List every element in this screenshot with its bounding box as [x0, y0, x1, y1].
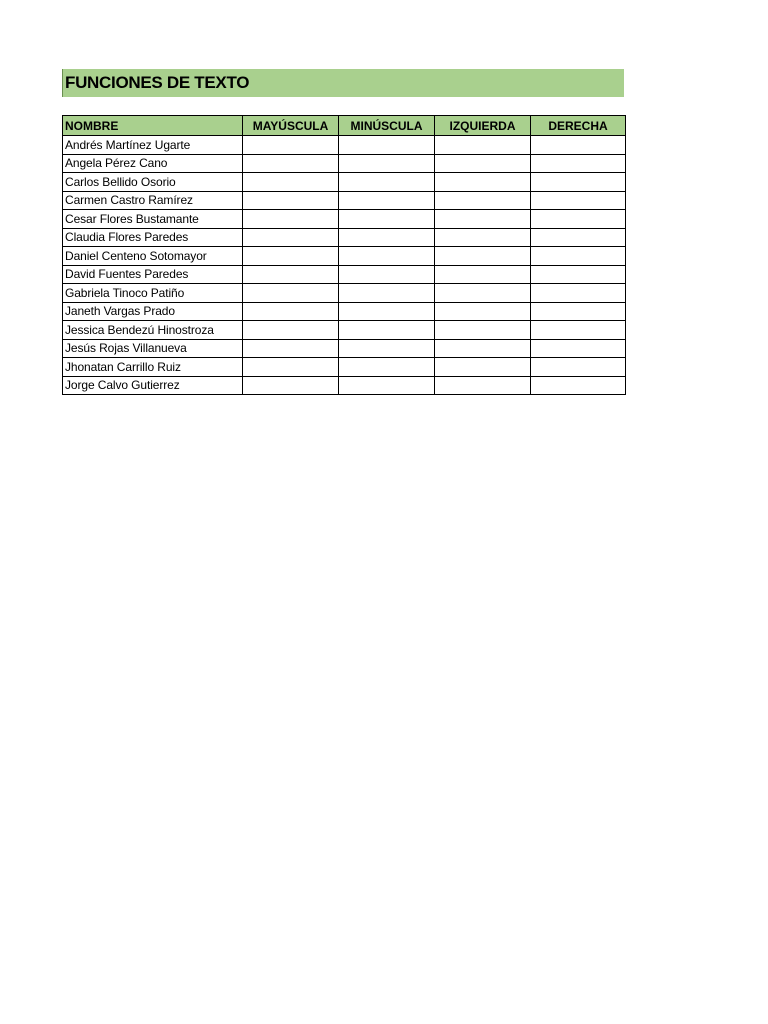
- minuscula-cell[interactable]: [339, 302, 435, 321]
- mayuscula-cell[interactable]: [243, 376, 339, 395]
- table-row: [63, 376, 626, 395]
- sheet-title-bar: [62, 69, 624, 97]
- table-row: [63, 321, 626, 340]
- derecha-cell[interactable]: [531, 228, 626, 247]
- minuscula-cell[interactable]: [339, 265, 435, 284]
- minuscula-cell[interactable]: [339, 154, 435, 173]
- table-row: [63, 154, 626, 173]
- name-cell[interactable]: Claudia Flores Paredes: [63, 228, 243, 247]
- minuscula-cell[interactable]: [339, 191, 435, 210]
- derecha-cell[interactable]: [531, 154, 626, 173]
- name-cell[interactable]: Jessica Bendezú Hinostroza: [63, 321, 243, 340]
- table-row: [63, 358, 626, 377]
- table-row: [63, 284, 626, 303]
- minuscula-cell[interactable]: [339, 228, 435, 247]
- name-cell[interactable]: Janeth Vargas Prado: [63, 302, 243, 321]
- minuscula-cell[interactable]: [339, 173, 435, 192]
- mayuscula-cell[interactable]: [243, 302, 339, 321]
- name-cell[interactable]: Jhonatan Carrillo Ruiz: [63, 358, 243, 377]
- table-row: [63, 136, 626, 155]
- column-header-mayuscula[interactable]: MAYÚSCULA: [243, 116, 339, 136]
- name-cell[interactable]: Gabriela Tinoco Patiño: [63, 284, 243, 303]
- derecha-cell[interactable]: [531, 210, 626, 229]
- izquierda-cell[interactable]: [435, 358, 531, 377]
- mayuscula-cell[interactable]: [243, 154, 339, 173]
- table-row: [63, 210, 626, 229]
- mayuscula-cell[interactable]: [243, 173, 339, 192]
- izquierda-cell[interactable]: [435, 173, 531, 192]
- derecha-cell[interactable]: [531, 265, 626, 284]
- name-cell[interactable]: Jorge Calvo Gutierrez: [63, 376, 243, 395]
- izquierda-cell[interactable]: [435, 191, 531, 210]
- derecha-cell[interactable]: [531, 376, 626, 395]
- name-cell[interactable]: Carlos Bellido Osorio: [63, 173, 243, 192]
- name-cell[interactable]: David Fuentes Paredes: [63, 265, 243, 284]
- name-cell[interactable]: Andrés Martínez Ugarte: [63, 136, 243, 155]
- names-table: [62, 115, 626, 395]
- derecha-cell[interactable]: [531, 358, 626, 377]
- izquierda-cell[interactable]: [435, 376, 531, 395]
- izquierda-cell[interactable]: [435, 210, 531, 229]
- table-row: [63, 339, 626, 358]
- minuscula-cell[interactable]: [339, 136, 435, 155]
- mayuscula-cell[interactable]: [243, 210, 339, 229]
- derecha-cell[interactable]: [531, 302, 626, 321]
- izquierda-cell[interactable]: [435, 321, 531, 340]
- mayuscula-cell[interactable]: [243, 136, 339, 155]
- table-body: [63, 136, 626, 395]
- derecha-cell[interactable]: [531, 321, 626, 340]
- mayuscula-cell[interactable]: [243, 358, 339, 377]
- minuscula-cell[interactable]: [339, 321, 435, 340]
- izquierda-cell[interactable]: [435, 247, 531, 266]
- table-row: [63, 302, 626, 321]
- table-row: [63, 191, 626, 210]
- izquierda-cell[interactable]: [435, 228, 531, 247]
- minuscula-cell[interactable]: [339, 376, 435, 395]
- column-header-derecha[interactable]: DERECHA: [531, 116, 626, 136]
- name-cell[interactable]: Cesar Flores Bustamante: [63, 210, 243, 229]
- column-header-nombre[interactable]: NOMBRE: [63, 116, 243, 136]
- name-cell[interactable]: Angela Pérez Cano: [63, 154, 243, 173]
- mayuscula-cell[interactable]: [243, 284, 339, 303]
- mayuscula-cell[interactable]: [243, 191, 339, 210]
- name-cell[interactable]: Carmen Castro Ramírez: [63, 191, 243, 210]
- izquierda-cell[interactable]: [435, 136, 531, 155]
- sheet-title: FUNCIONES DE TEXTO: [65, 73, 250, 92]
- derecha-cell[interactable]: [531, 339, 626, 358]
- column-header-minuscula[interactable]: MINÚSCULA: [339, 116, 435, 136]
- derecha-cell[interactable]: [531, 191, 626, 210]
- mayuscula-cell[interactable]: [243, 247, 339, 266]
- header-row: [63, 116, 626, 136]
- izquierda-cell[interactable]: [435, 302, 531, 321]
- derecha-cell[interactable]: [531, 284, 626, 303]
- minuscula-cell[interactable]: [339, 247, 435, 266]
- mayuscula-cell[interactable]: [243, 321, 339, 340]
- name-cell[interactable]: Jesús Rojas Villanueva: [63, 339, 243, 358]
- derecha-cell[interactable]: [531, 247, 626, 266]
- column-header-izquierda[interactable]: IZQUIERDA: [435, 116, 531, 136]
- izquierda-cell[interactable]: [435, 154, 531, 173]
- minuscula-cell[interactable]: [339, 210, 435, 229]
- mayuscula-cell[interactable]: [243, 228, 339, 247]
- table-row: [63, 173, 626, 192]
- table-row: [63, 228, 626, 247]
- izquierda-cell[interactable]: [435, 284, 531, 303]
- name-cell[interactable]: Daniel Centeno Sotomayor: [63, 247, 243, 266]
- izquierda-cell[interactable]: [435, 265, 531, 284]
- minuscula-cell[interactable]: [339, 284, 435, 303]
- mayuscula-cell[interactable]: [243, 339, 339, 358]
- derecha-cell[interactable]: [531, 173, 626, 192]
- minuscula-cell[interactable]: [339, 358, 435, 377]
- mayuscula-cell[interactable]: [243, 265, 339, 284]
- izquierda-cell[interactable]: [435, 339, 531, 358]
- derecha-cell[interactable]: [531, 136, 626, 155]
- table-row: [63, 265, 626, 284]
- table-row: [63, 247, 626, 266]
- minuscula-cell[interactable]: [339, 339, 435, 358]
